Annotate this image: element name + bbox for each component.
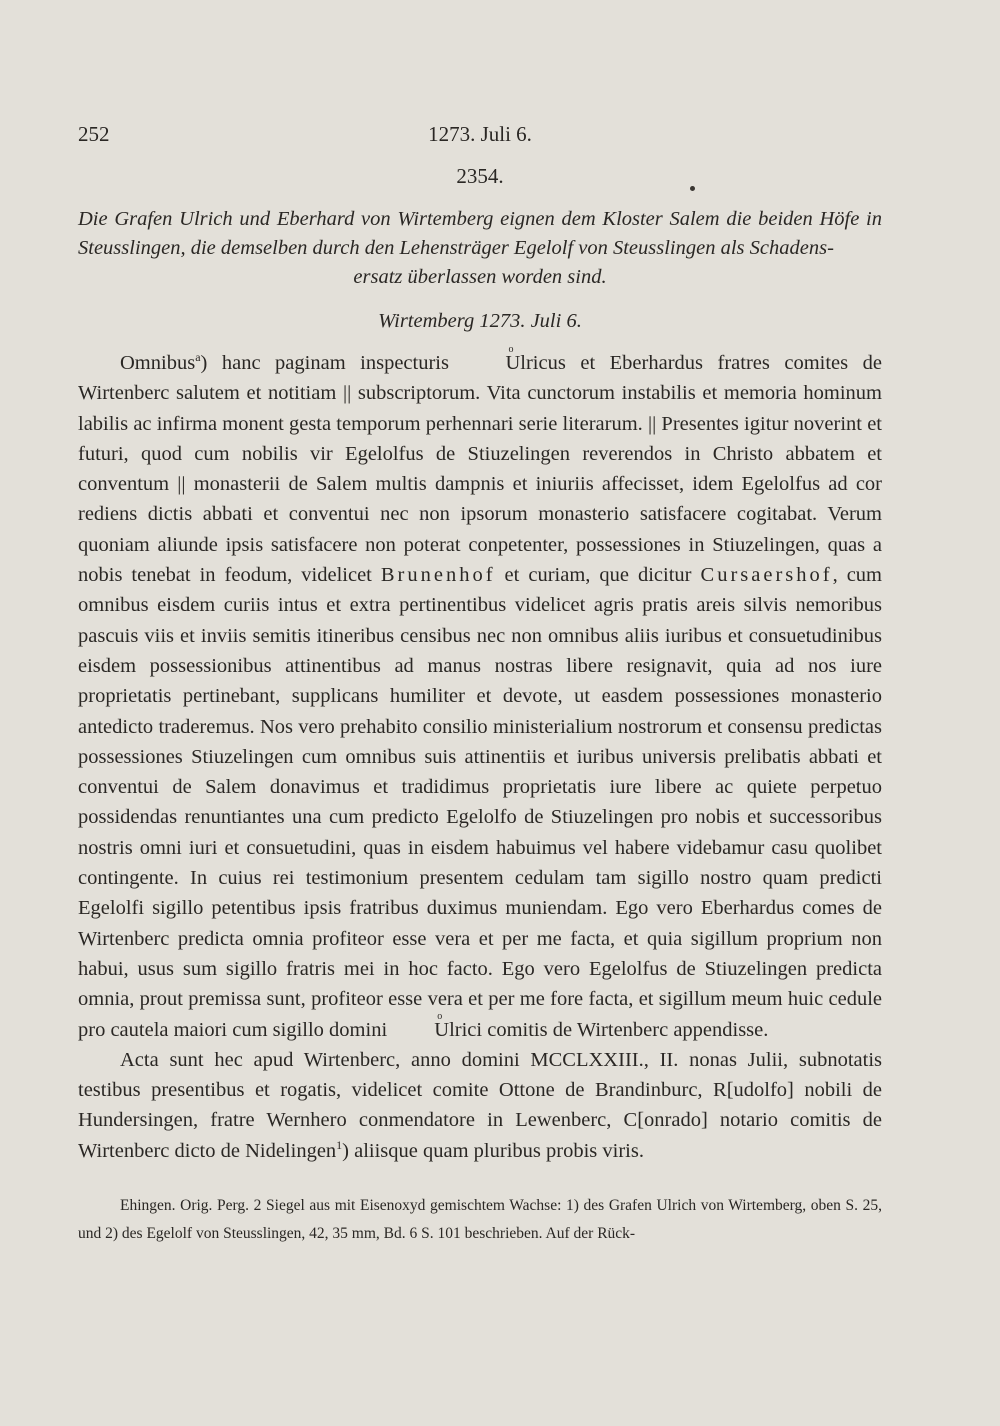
charter-paragraph-2 [78, 1045, 882, 1166]
text-segment: et curiam, que dicitur [495, 564, 701, 587]
text-segment: comitis de Wirtenberc appendisse. [482, 1018, 769, 1041]
charter-paragraph-1 [78, 348, 882, 1045]
running-date: 1273. Juli 6. [428, 122, 532, 146]
ring-letter-word: o Ulrici [392, 1015, 482, 1045]
text-segment: ) aliisque quam pluribus probis viris. [342, 1139, 644, 1162]
spaced-name: Brunenhof [380, 564, 496, 587]
page-header [78, 122, 882, 156]
page-number: 252 [78, 122, 110, 146]
spaced-name: Cursaershof [700, 564, 833, 587]
charter-text [78, 348, 882, 1166]
abstract-line-1: Die Grafen Ulrich und Eberhard von Wirtemberg eignen dem Kloster Salem die beiden Höfe in Steusslingen, die demselben durch den Lehensträger Egelolf von Steusslingen als Schadens- [78, 208, 882, 259]
text-segment: ) hanc paginam inspecturis [200, 352, 464, 374]
document-number: 2354. [456, 164, 504, 188]
text-segment: , cum omnibus eisdem curiis intus et extra pertinentibus videlicet agris pratis areis silvis nemoribus pascuis viis et inviis semitis itineribus censibus nec non omnibus aliis iuribus et consuetudinibus eisdem possessionibus attinentibus ad manus nostras libere resignavit, quia ad nos iure proprietatis pertinebant, supplicans humiliter et devote, ut easdem possessiones monasterio antedicto traderemus. Nos vero prehabito consilio ministerialium nostrorum et consensu predictas possessiones Stiuzelingen cum omnibus suis attinentiis et iuribus universis prelibatis abbati et conventui de Salem donavimus et tradidimus proprietatis iure libere ac quiete perpetuo possidendas renuntiantes una cum predicto Egelolfo de Stiuzelingen pro nobis et successoribus nostris omni iuri et consuetudini, quas in eisdem habuimus vel habere videbamur casu quolibet contingente. In cuius rei testimonium presentem cedulam tam sigillo nostro quam predicti Egelolfi sigillo petentibus ipsis fratribus duximus muniendam. Ego vero Eberhardus comes de Wirtenberc predicta omnia profiteor esse vera et per me facta, et quia sigillum proprium non habui, usus sum sigillo fratris mei in hoc facto. Ego vero Egelolfus de Stiuzelingen predicta omnia, prout premissa sunt, profiteor esse vera et per me fore facta, et sigillum meum huic cedule pro cautela maiori cum sigillo domini [78, 564, 882, 1041]
text-segment: Omnibus [120, 352, 196, 374]
ring-letter-word: o Ulricus [463, 348, 565, 378]
place-date: Wirtemberg 1273. Juli 6. [378, 310, 582, 332]
text-segment: Acta sunt hec apud Wirtenberc, anno domini MCCLXXIII., II. nonas Julii, subnotatis testibus presentibus et rogatis, videlicet comite Ottone de Brandinburc, R[udolfo] nobili de Hundersingen, fratre Wernhero conmendatore in Lewenberc, C[onrado] notario comitis de Wirtenberc dicto de Nidelingen [78, 1048, 882, 1162]
archival-note: Ehingen. Orig. Perg. 2 Siegel aus mit Eisenoxyd gemischtem Wachse: 1) des Grafen Ulrich von Wirtemberg, oben S. 25, und 2) des Egelolf von Steusslingen, 42, 35 mm, Bd. 6 S. 101 beschrieben. Auf der Rück- [78, 1197, 882, 1242]
footnote-mark: a [195, 350, 201, 365]
footnote-mark: 1 [336, 1137, 343, 1152]
document-abstract [78, 205, 882, 292]
print-speck [690, 186, 695, 191]
abstract-line-2: ersatz überlassen worden sind. [353, 266, 607, 288]
text-segment: et Eberhardus fratres comites de Wirtenberc salutem et notitiam || subscriptorum. Vita cunctorum instabilis et memoria hominum labilis ac infirma monent gesta temporum perhennari serie literarum. || Presentes igitur noverint et futuri, quod cum nobilis vir Egelolfus de Stiuzelingen reverendos in Christo abbatem et conventum || monasterii de Salem multis dampnis et iniuriis affecisset, idem Egelolfus ad cor rediens dictis abbati et conventui nec non ipsorum monasterio satisfacere cogitabat. Verum quoniam aliunde ipsis satisfacere non poterat conpetenter, possessiones in Stiuzelingen, quas a nobis tenebat in feodum, videlicet [78, 352, 882, 587]
